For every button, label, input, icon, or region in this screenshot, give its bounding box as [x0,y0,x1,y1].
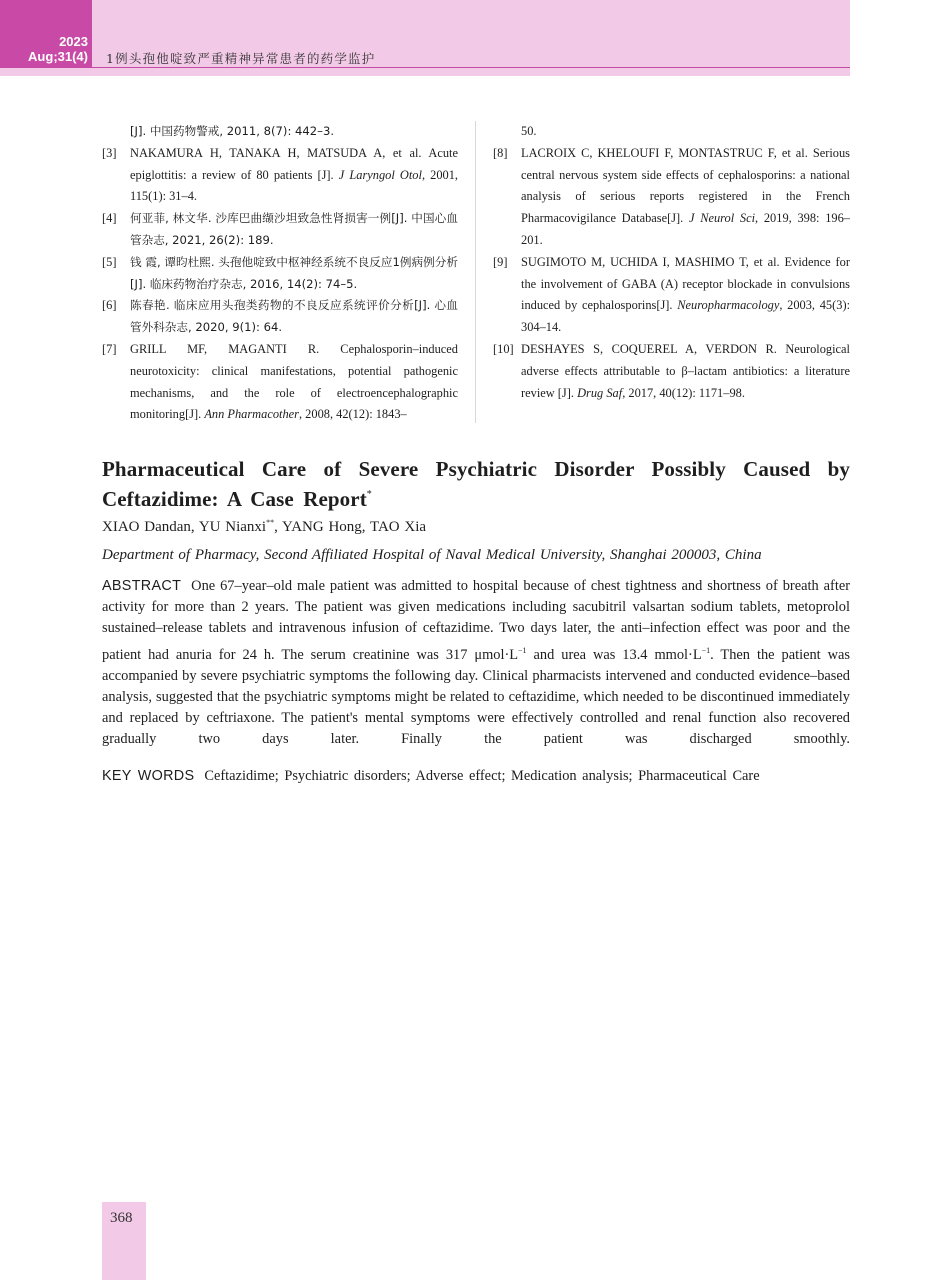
reference-journal: Drug Saf [577,385,623,400]
reference-number: [4] [102,211,117,226]
reference-10 [493,339,850,404]
reference-journal: Neuropharmacology [677,298,780,313]
reference-text: , 2003, 45(3): 304–14. [521,298,851,335]
reference-continued [493,121,850,143]
english-title [102,456,850,512]
reference-text: , 2017, 40(12): 1171–98. [622,385,745,400]
reference-text: , 2008, 42(12): 1843– [298,407,407,422]
reference-text: SUGIMOTO M, UCHIDA I, MASHIMO T, et al. Evidence for the involvement of GABA (A) receptor blockade in convulsions induced by cephalosporins[J]. [521,254,850,313]
reference-text: 50. [521,124,537,138]
reference-journal: J Laryngol Otol [338,167,422,182]
reference-number: [6] [102,298,117,313]
reference-text: 何亚菲, 林文华. 沙库巴曲缬沙坦致急性肾损害一例[J]. 中国心血管杂志, 2021, 26(2): 189. [130,211,458,247]
issue-year: 2023 [59,34,88,49]
reference-7 [102,339,458,426]
reference-text: GRILL MF, MAGANTI R. Cephalosporin–induced neurotoxicity: clinical manifestations, potential pathogenic mechanisms, and the role of electroencephalographic monitoring[J]. [130,341,458,422]
reference-number: [7] [102,341,117,356]
keywords-label: KEY WORDS [102,768,195,784]
reference-text: , 2001, 115(1): 31–4. [130,167,459,204]
reference-5 [102,252,458,296]
corresponding-author-mark: ** [266,518,275,527]
reference-continued [102,121,458,143]
abstract-text: . Then the patient was accompanied by severe psychiatric symptoms the following day. Clinical pharmacists intervened and conducted evidence–based analysis, suggested that the psychiatric symptoms might be related to ceftazidime, which needed to be discontinued immediately and replaced by ceftriaxone. The patient's mental symptoms were effectively controlled and renal function also recovered gradually two days later. Finally the patient was discharged smoothly. [102,646,850,748]
reference-number: [3] [102,145,117,160]
reference-3 [102,143,458,208]
reference-number: [8] [493,145,508,160]
running-title: 1例头孢他啶致严重精神异常患者的药学监护 [106,51,376,66]
reference-text: 钱 霞, 谭昀杜熙. 头孢他啶致中枢神经系统不良反应1例病例分析[J]. 临床药物治疗杂志, 2016, 14(2): 74–5. [130,254,458,291]
reference-text: LACROIX C, KHELOUFI F, MONTASTRUC F, et al. Serious central nervous system side effects of cephalosporins: a national analysis of serious reports registered in the French Pharmacovigilance Database[J]. [521,145,850,226]
keywords [102,766,850,787]
authors [102,518,426,536]
abstract-label: ABSTRACT [102,578,182,594]
reference-journal: Ann Pharmacother [204,407,299,422]
reference-text: , 2019, 398: 196–201. [521,211,850,247]
page-number: 368 [110,1210,133,1226]
unit-exponent: −1 [518,645,527,655]
title-footnote-mark: * [366,489,372,500]
authors-text: XIAO Dandan, YU Nianxi [102,519,267,535]
abstract-text: and urea was 13.4 mmol·L [526,646,702,663]
reference-6 [102,295,458,339]
reference-text: [J]. 中国药物警戒, 2011, 8(7): 442–3. [130,124,335,138]
reference-text: 陈春艳. 临床应用头孢类药物的不良反应系统评价分析[J]. 心血管外科杂志, 2020, 9(1): 64. [130,298,458,335]
authors-text: , YANG Hong, TAO Xia [274,519,427,535]
reference-4 [102,208,458,252]
keywords-text: Ceftazidime; Psychiatric disorders; Adverse effect; Medication analysis; Pharmaceutical Care [204,768,760,784]
issue-tab [0,0,92,68]
reference-text: NAKAMURA H, TANAKA H, MATSUDA A, et al. Acute epiglottitis: a review of 80 patients [J]. [130,145,458,182]
reference-9 [493,252,850,339]
column-divider [475,121,476,423]
header-rule [92,67,850,68]
reference-number: [5] [102,254,117,269]
reference-text: DESHAYES S, COQUEREL A, VERDON R. Neurological adverse effects attributable to β–lactam antibiotics: a literature review [J]. [521,341,850,400]
issue-volume: Aug;31(4) [28,49,88,64]
reference-8 [493,143,850,252]
reference-number: [9] [493,254,508,269]
reference-number: [10] [493,341,514,356]
reference-journal: J Neurol Sci [688,211,756,226]
abstract-text: One 67–year–old male patient was admitted to hospital because of chest tightness and shortness of breath after activity for more than 2 years. The patient was given medications including sacubitril valsartan sodium tablets, metoprolol sustained–release tablets and intravenous infusion of ceftazidime. Two days later, the anti–infection effect was poor and the patient had anuria for 24 h. The serum creatinine was 317 μmol·L [102,578,850,663]
references-right-column [493,121,850,404]
abstract [102,576,850,751]
english-title-text: Pharmaceutical Care of Severe Psychiatric Disorder Possibly Caused by Ceftazidime: A Case Report [102,457,850,511]
references-left-column [102,121,458,426]
unit-exponent: −1 [701,645,711,655]
affiliation: Department of Pharmacy, Second Affiliated Hospital of Naval Medical University, Shanghai 200003, China [102,547,762,563]
